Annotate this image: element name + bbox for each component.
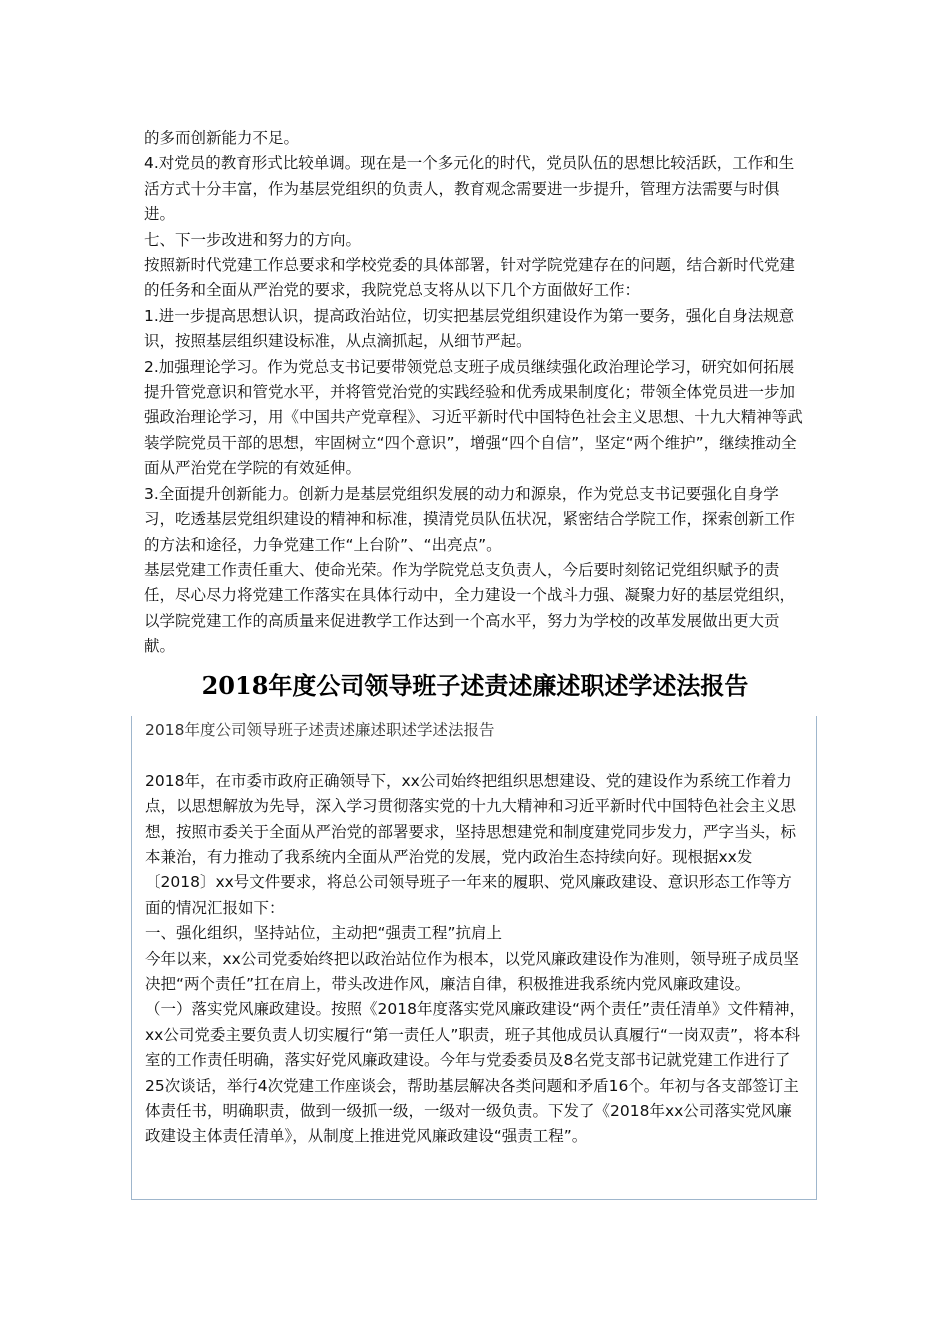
- report-title: 2018年度公司领导班子述责述廉述职述学述法报告: [201, 671, 749, 700]
- paragraph-point-4-education: 4.对党员的教育形式比较单调。现在是一个多元化的时代，党员队伍的思想比较活跃，工作和生活方式十分丰富，作为基层党组织的负责人，教育观念需要进一步提升，管理方法需要与时俱进。: [144, 154, 795, 224]
- paragraph-improvement-intro: 按照新时代党建工作总要求和学校党委的具体部署，针对学院党建存在的问题，结合新时代党建的任务和全面从严治党的要求，我院党总支将从以下几个方面做好工作：: [144, 256, 796, 300]
- report-body: [145, 718, 805, 1150]
- paragraph-report-intro: 2018年，在市委市政府正确领导下，xx公司始终把组织思想建设、党的建设作为系统工作着力点，以思想解放为先导，深入学习贯彻落实党的十九大精神和习近平新时代中国特色社会主义思想，按照市委关于全面从严治党的部署要求，坚持思想建党和制度建党同步发力，严字当头，标本兼治，有力推动了我系统内全面从严治党的发展，党内政治生态持续向好。现根据xx发〔2018〕xx号文件要求，将总公司领导班子一年来的履职、党风廉政建设、意识形态工作等方面的情况汇报如下：: [145, 771, 797, 917]
- paragraph-point-2-theory-study: 2.加强理论学习。作为党总支书记要带领党总支班子成员继续强化政治理论学习，研究如何拓展提升管党意识和管党水平，并将管党治党的实践经验和优秀成果制度化；带领全体党员进一步加强政治理论学习，用《中国共产党章程》、习近平新时代中国特色社会主义思想、十九大精神等武装学院党员干部的思想，牢固树立“四个意识”，增强“四个自信”，坚定“两个维护”，继续推动全面从严治党在学院的有效延伸。: [144, 357, 803, 478]
- paragraph-point-3-innovation: 3.全面提升创新能力。创新力是基层党组织发展的动力和源泉，作为党总支书记要强化自身学习，吃透基层党组织建设的精神和标准，摸清党员队伍状况，紧密结合学院工作，探索创新工作的方法和途径，力争党建工作“上台阶”、“出亮点”。: [144, 484, 796, 554]
- paragraph-innovation-shortfall: 的多而创新能力不足。: [144, 129, 300, 147]
- paragraph-point-1-awareness: 1.进一步提高思想认识，提高政治站位，切实把基层党组织建设作为第一要务，强化自身法规意识，按照基层组织建设标准，从点滴抓起，从细节严起。: [144, 306, 795, 351]
- previous-report-continuation: [144, 126, 804, 660]
- paragraph-party-committee: 今年以来，xx公司党委始终把以政治站位作为根本，以党风廉政建设作为准则，领导班子成员坚决把“两个责任”扛在肩上，带头改进作风，廉洁自律，积极推进我系统内党风廉政建设。: [145, 949, 799, 994]
- paragraph-conclusion: 基层党建工作责任重大、使命光荣。作为学院党总支负责人，今后要时刻铭记党组织赋予的责任，尽心尽力将党建工作落实在具体行动中，全力建设一个战斗力强、凝聚力好的基层党组织，以学院党建工作的高质量来促进教学工作达到一个高水平，努力为学校的改革发展做出更大贡献。: [144, 560, 796, 656]
- section-heading-seven: 七、下一步改进和努力的方向。: [144, 230, 362, 249]
- report-subtitle: 2018年度公司领导班子述责述廉述职述学述法报告: [145, 721, 495, 739]
- section-heading-one: 一、强化组织，坚持站位，主动把“强责工程”抗肩上: [145, 924, 503, 943]
- report-content-box: [131, 716, 817, 1200]
- paragraph-subsection-one: （一）落实党风廉政建设。按照《2018年度落实党风廉政建设“两个责任”责任清单》文件精神，xx公司党委主要负责人切实履行“第一责任人”职责，班子其他成员认真履行“一岗双责”，将本科室的工作责任明确，落实好党风廉政建设。今年与党委委员及8名党支部书记就党建工作进行了25次谈话，举行4次党建工作座谈会，帮助基层解决各类问题和矛盾16个。年初与各支部签订主体责任书，明确职责，做到一级抓一级，一级对一级负责。下发了《2018年xx公司落实党风廉政建设主体责任清单》，从制度上推进党风廉政建设“强责工程”。: [145, 1000, 806, 1146]
